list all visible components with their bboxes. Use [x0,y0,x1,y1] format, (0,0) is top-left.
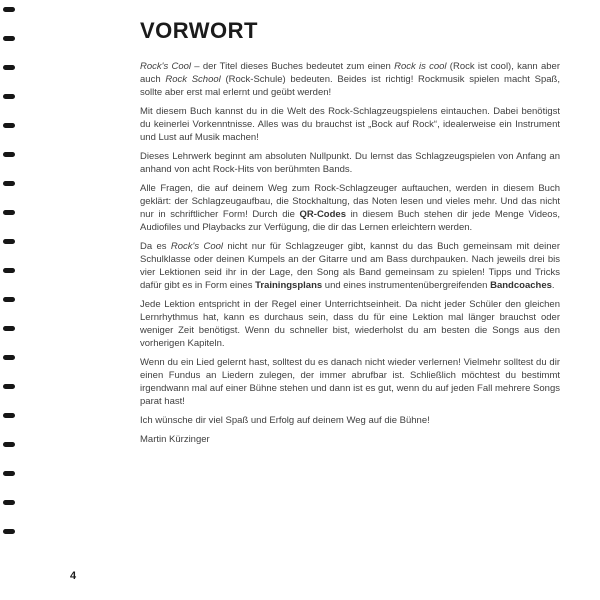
spiral-binding-dash [3,7,15,12]
spiral-binding-dash [3,326,15,331]
spiral-binding-dash [3,65,15,70]
spiral-binding-dash [3,471,15,476]
foreword-content [140,18,560,446]
page-title: VORWORT [140,18,258,43]
spiral-binding-dash [3,384,15,389]
spiral-binding-dash [3,268,15,273]
spiral-binding-dash [3,239,15,244]
spiral-binding-dash [3,529,15,534]
spiral-binding-dash [3,152,15,157]
spiral-binding-dash [3,442,15,447]
page-number: 4 [70,570,77,582]
paragraph-intro: Rock's Cool – der Titel dieses Buches bedeutet zum einen Rock is cool (Rock ist cool), kann aber auch Rock School (Rock-Schule) bedeuten. Beides ist richtig! Rockmusik spielen macht Spaß, sollte aber erst mal erlernt und geübt werden! [140,61,560,98]
spiral-binding-dash [3,297,15,302]
paragraph-fundus: Wenn du ein Lied gelernt hast, solltest du es danach nicht wieder verlernen! Vielmehr solltest du dir einen Fundus an Liedern zulegen, der immer abrufbar ist. Schließlich möchtest du bestimmt irgendwann mal auf einer Bühne stehen und dann ist es gut, wenn du auf jeden Fall mehrere Songs parat hast! [140,357,560,407]
paragraph-einstieg: Mit diesem Buch kannst du in die Welt des Rock-Schlagzeugspielens eintauchen. Dabei benötigst du keinerlei Vorkenntnisse. Alles was du brauchst ist „Bock auf Rock“, idealerweise ein Instrument und Lust auf Musik machen! [140,106,560,143]
spiral-binding-dash [3,36,15,41]
paragraph-band: Da es Rock's Cool nicht nur für Schlagzeuger gibt, kannst du das Buch gemeinsam mit deiner Schulklasse oder deinen Kumpels an der Gitarre und am Bass durchpauken. Nach jeweils drei bis vier Lektionen seid ihr in der Lage, den Song als Band gemeinsam zu spielen! Tipps und Tricks dafür gibt es in Form eines Trainingsplans und eines instrumentenübergreifenden Bandcoaches. [140,241,560,291]
spiral-binding-dash [3,181,15,186]
paragraph-lehrwerk: Dieses Lehrwerk beginnt am absoluten Nullpunkt. Du lernst das Schlagzeugspielen von Anfang an anhand von acht Rock-Hits von berühmten Bands. [140,151,560,175]
spiral-binding-dash [3,355,15,360]
paragraph-wunsch: Ich wünsche dir viel Spaß und Erfolg auf deinem Weg auf die Bühne! [140,415,430,426]
paragraph-lektionen: Jede Lektion entspricht in der Regel einer Unterrichtseinheit. Da nicht jeder Schüler den gleichen Lernrhythmus hat, kann es durchaus sein, dass du für eine Lektion mal länger brauchst oder weniger Zeit benötigst. Wenn du schneller bist, wiederholst du am besten die Songs aus den vorherigen Kapiteln. [140,299,560,349]
spiral-binding-dash [3,94,15,99]
paragraph-qr-codes: Alle Fragen, die auf deinem Weg zum Rock-Schlagzeuger auftauchen, werden in diesem Buch geklärt: der Schlagzeugaufbau, die Stockhaltung, das Noten lesen und vieles mehr. Und das nicht nur in schriftlicher Form! Durch die QR-Codes in diesem Buch stehen dir jede Menge Videos, Audiofiles und Playbacks zur Verfügung, die dir das Lernen erleichtern werden. [140,183,560,233]
spiral-binding-dash [3,500,15,505]
spiral-binding-dash [3,210,15,215]
foreword-paragraphs [140,60,560,446]
signature: Martin Kürzinger [140,434,210,445]
spiral-binding [0,0,22,600]
spiral-binding-dash [3,413,15,418]
spiral-binding-dash [3,123,15,128]
